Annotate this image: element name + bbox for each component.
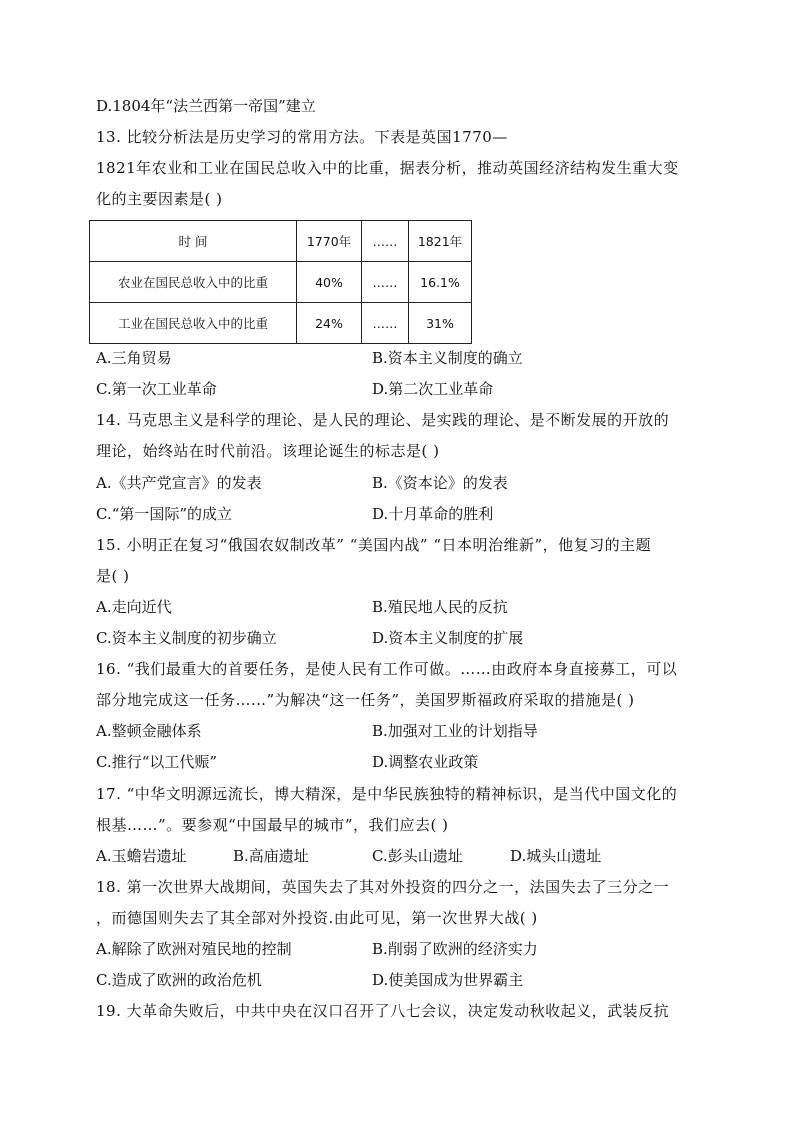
q15-options-row1 [96, 597, 696, 617]
q16-stem-line2: 部分地完成这一任务……”为解决“这一任务”，美国罗斯福政府采取的措施是( ) [96, 691, 635, 709]
q15-stem-line1: 15. 小明正在复习“俄国农奴制改革” “美国内战” “日本明治维新”，他复习的主题 [96, 536, 652, 554]
q13-options-row1 [96, 348, 696, 368]
table-cell: 24% [297, 303, 362, 344]
q18-options-row2 [96, 970, 696, 990]
table-cell: 40% [297, 262, 362, 303]
table-header-row [90, 221, 472, 262]
option-a: A.《共产党宣言》的发表 [96, 474, 262, 492]
option-b: B.加强对工业的计划指导 [372, 722, 538, 740]
q16-stem-line1: 16. “我们最重大的首要任务，是使人民有工作可做。……由政府本身直接募工，可以 [96, 660, 678, 678]
option-d: D.资本主义制度的扩展 [372, 629, 524, 647]
option-d: D.十月革命的胜利 [372, 505, 494, 523]
q14-options-row1 [96, 473, 696, 493]
option-b: B.资本主义制度的确立 [372, 349, 523, 367]
table-row [90, 303, 472, 344]
option-c: C.推行“以工代赈” [96, 753, 218, 771]
q16-options-row2 [96, 752, 696, 772]
option-b: B.削弱了欧洲的经济实力 [372, 940, 538, 958]
q18-stem-line2: ，而德国则失去了其全部对外投资.由此可见，第一次世界大战( ) [96, 909, 538, 927]
table-cell: 16.1% [409, 262, 472, 303]
table-cell: 工业在国民总收入中的比重 [90, 303, 297, 344]
q15-stem-line2: 是( ) [96, 567, 130, 585]
table-cell: …… [362, 303, 409, 344]
q18-stem-line1: 18. 第一次世界大战期间，英国失去了其对外投资的四分之一，法国失去了三分之一 [96, 878, 670, 896]
option-c: C.彭头山遗址 [372, 847, 463, 865]
table-cell: …… [362, 221, 409, 262]
table-cell: 1770年 [297, 221, 362, 262]
option-c: C.“第一国际”的成立 [96, 505, 233, 523]
option-b: B.《资本论》的发表 [372, 474, 508, 492]
option-a: A.走向近代 [96, 598, 172, 616]
q13-data-table [89, 220, 472, 344]
q14-options-row2 [96, 504, 696, 524]
option-d: D.第二次工业革命 [372, 380, 494, 398]
q14-stem-line2: 理论，始终站在时代前沿。该理论诞生的标志是( ) [96, 442, 440, 460]
q13-options-row2 [96, 379, 696, 399]
q17-stem-line2: 根基……”。要参观“中国最早的城市”，我们应去( ) [96, 816, 449, 834]
option-a: A.三角贸易 [96, 349, 172, 367]
option-d: D.使美国成为世界霸主 [372, 971, 524, 989]
option-a: A.玉蟾岩遗址 [96, 847, 187, 865]
q17-stem-line1: 17. “中华文明源远流长，博大精深，是中华民族独特的精神标识，是当代中国文化的 [96, 785, 678, 803]
q13-stem-line1: 13. 比较分析法是历史学习的常用方法。下表是英国1770— [96, 128, 508, 146]
q17-options-row [96, 846, 696, 866]
q14-stem-line1: 14. 马克思主义是科学的理论、是人民的理论、是实践的理论、是不断发展的开放的 [96, 411, 670, 429]
q16-options-row1 [96, 721, 696, 741]
q12-option-d: D.1804年“法兰西第一帝国”建立 [96, 97, 316, 115]
table-row [90, 262, 472, 303]
q13-stem-line3: 化的主要因素是( ) [96, 190, 223, 208]
option-d: D.城头山遗址 [510, 847, 602, 865]
table-cell: 时 间 [90, 221, 297, 262]
option-b: B.殖民地人民的反抗 [372, 598, 508, 616]
table-cell: …… [362, 262, 409, 303]
option-a: A.解除了欧洲对殖民地的控制 [96, 940, 292, 958]
q15-options-row2 [96, 628, 696, 648]
q13-stem-line2: 1821年农业和工业在国民总收入中的比重，据表分析，推动英国经济结构发生重大变 [96, 159, 679, 177]
q18-options-row1 [96, 939, 696, 959]
q19-stem-line1: 19. 大革命失败后，中共中央在汉口召开了八七会议，决定发动秋收起义，武装反抗 [96, 1002, 670, 1020]
option-a: A.整顿金融体系 [96, 722, 202, 740]
option-d: D.调整农业政策 [372, 753, 479, 771]
option-c: C.第一次工业革命 [96, 380, 217, 398]
option-c: C.造成了欧洲的政治危机 [96, 971, 262, 989]
option-c: C.资本主义制度的初步确立 [96, 629, 277, 647]
table-cell: 1821年 [409, 221, 472, 262]
table-cell: 农业在国民总收入中的比重 [90, 262, 297, 303]
option-b: B.高庙遗址 [233, 847, 309, 865]
table-cell: 31% [409, 303, 472, 344]
